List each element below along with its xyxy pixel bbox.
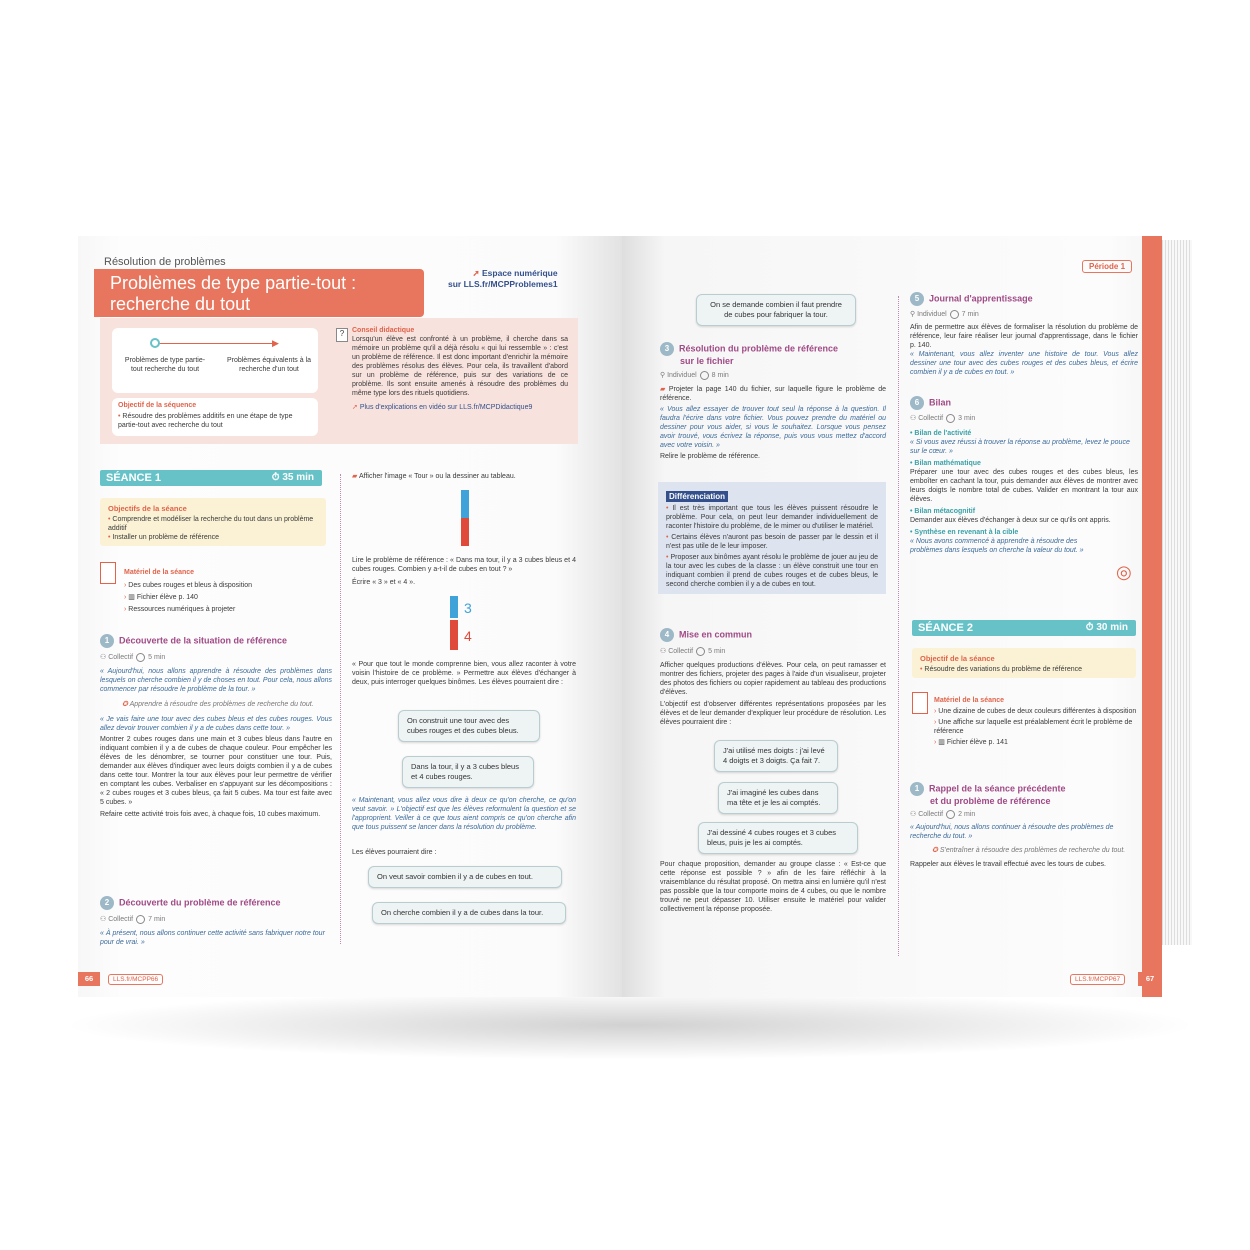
clipboard-icon bbox=[100, 562, 116, 584]
bilan-quote: « Si vous avez réussi à trouver la réponse au problème, levez le pouce sur le cœur. » bbox=[910, 439, 1130, 455]
objectif-sequence-box bbox=[112, 398, 318, 436]
page-number: 66 bbox=[78, 972, 100, 986]
step-3-text: ▰ Projeter la page 140 du fichier, sur laquelle figure le problème de référence. bbox=[660, 386, 887, 402]
title-banner bbox=[94, 269, 424, 317]
left-page bbox=[78, 236, 622, 997]
page-number: 67 bbox=[1138, 972, 1162, 986]
conseil-title: Conseil didactique bbox=[352, 327, 415, 334]
timer-icon bbox=[946, 810, 955, 819]
step-number: 1 bbox=[910, 782, 924, 796]
medal-icon: ✪ bbox=[932, 847, 940, 854]
step-4-text3: Pour chaque proposition, demander au groupe classe : « Est-ce que cette réponse est possible ? » afin de les faire réfléchir à la vraisemblance du résultat proposé. On mettra ainsi en lumière qu'il n'est pas possible que la tour comporte moins de 4 cubes, ou que le nombre trouvé ne peut dépasser 10. Utiliser ensuite le matériel pour valider collectivement la réponse proposée. bbox=[660, 861, 886, 913]
book-icon: ▥ bbox=[938, 739, 947, 746]
group-icon: ⚇ bbox=[660, 648, 667, 655]
number-4-label: 4 bbox=[464, 628, 472, 644]
diff-item: • Certains élèves n'auront pas besoin de passer par le dessin et il n'est pas utile de le leur imposer. bbox=[666, 533, 878, 551]
rappel-quote: « Aujourd'hui, nous allons continuer à résoudre des problèmes de recherche du tout. » bbox=[910, 824, 1114, 840]
question-icon: ? bbox=[336, 328, 348, 342]
differenciation-tag: Différenciation bbox=[666, 491, 728, 502]
step-1-quote: « Aujourd'hui, nous allons apprendre à résoudre des problèmes dans lesquels on cherche combien il y de choses en tout. Pour cela, nous allons commencer par résoudre le problème de la tour. » bbox=[100, 668, 332, 693]
materiel-seance-2 bbox=[934, 696, 1138, 747]
steps-line bbox=[156, 343, 278, 344]
student-bubble: On se demande combien il faut prendre de cubes pour fabriquer la tour. bbox=[696, 294, 856, 326]
group-icon: ⚇ bbox=[100, 654, 107, 661]
student-bubble: J'ai imaginé les cubes dans ma tête et je les ai comptés. bbox=[718, 782, 838, 814]
step-2-block: 2 Découverte du problème de référence ⚇ Collectif 7 min « À présent, nous allons continuer cette activité sans fabriquer notre tour pour de vrai. » bbox=[100, 896, 332, 947]
step-3-subtitle: sur le fichier bbox=[680, 356, 734, 366]
bilan-text: Demander aux élèves d'échanger à deux sur ce qu'ils ont appris. bbox=[910, 517, 1111, 524]
conseil-text: Lorsqu'un élève est confronté à un problème, il cherche dans sa mémoire un problème qu'il a déjà résolu « qui lui ressemble » : c'est un problème de référence. Il est donc important d'enrichir la mémoire des problèmes résolus des élèves. Pour cela, ils travaillent d'abord sur un problème de référence, puis sur des variations de ce problème. Ils sont ensuite amenés à résoudre des problèmes du même type lors des rituels quotidiens. bbox=[352, 336, 568, 397]
arrow-icon: ▶ bbox=[272, 338, 279, 348]
step-2-title: Découverte du problème de référence bbox=[119, 897, 281, 908]
step-4-text2: L'objectif est d'observer différentes représentations proposées par les élèves et de leur demander d'expliquer leur procédure de résolution. Les élèves pourraient dire : bbox=[660, 701, 886, 726]
step-number: 4 bbox=[660, 628, 674, 642]
periode-badge: Période 1 bbox=[1082, 260, 1132, 273]
rappel-title-line2: et du problème de référence bbox=[930, 796, 1051, 806]
column-divider bbox=[898, 296, 899, 956]
step-5-title: Journal d'apprentissage bbox=[929, 293, 1033, 304]
medal-icon: ✪ bbox=[122, 701, 130, 708]
materiel-title: Matériel de la séance bbox=[124, 569, 195, 576]
espace-numerique-link[interactable]: ➚ Espace numérique sur LLS.fr/MCPProblemes1 bbox=[448, 268, 558, 289]
materiel-seance bbox=[124, 568, 324, 614]
objectif-item: • Installer un problème de référence bbox=[108, 533, 318, 542]
step-1-text2: Refaire cette activité trois fois avec, à chaque fois, 10 cubes maximum. bbox=[100, 811, 321, 818]
column-divider bbox=[340, 474, 341, 944]
tower-blue-cubes bbox=[461, 490, 469, 518]
bilan-heading: • Bilan métacognitif bbox=[910, 508, 976, 515]
step-3-text2: Relire le problème de référence. bbox=[660, 453, 760, 460]
student-bubble: On veut savoir combien il y a de cubes en tout. bbox=[368, 866, 562, 888]
read-problem: Lire le problème de référence : « Dans ma tour, il y a 3 cubes bleus et 4 cubes rouges. Combien y a-t-il de cubes en tout ? » bbox=[352, 557, 576, 573]
step-3-quote: « Vous allez essayer de trouver tout seul la réponse à la question. Il faudra l'écrire dans votre fichier. Vous pouvez prendre du matériel ou dessiner pour vous aider, si vous le souhaitez. Lorsque vous pensez avoir trouvé, vous écrivez la réponse, puis vous vous mettez d'accord avec votre voisin. » bbox=[660, 406, 886, 449]
group-icon: ⚇ bbox=[910, 415, 917, 422]
timer-icon bbox=[696, 647, 705, 656]
step-1-quote2: « Je vais faire une tour avec des cubes bleus et des cubes rouges. Vous allez devoir trouver combien il y a de cubes dans cette tour. » bbox=[100, 716, 332, 732]
materiel-item: › Ressources numériques à projeter bbox=[124, 605, 324, 614]
step-2-quote: « À présent, nous allons continuer cette activité sans fabriquer notre tour pour de vrai. » bbox=[100, 930, 325, 946]
step-5-text: Afin de permettre aux élèves de formaliser la résolution du problème de référence, leur faire réaliser leur journal d'apprentissage, dans le fichier p. 140. bbox=[910, 324, 1138, 349]
tower-red-cubes bbox=[450, 620, 458, 650]
materiel-title: Matériel de la séance bbox=[934, 697, 1005, 704]
step-2-label: Problèmes équivalents à la recherche d'un tout bbox=[226, 357, 312, 373]
materiel-item: › Une affiche sur laquelle est préalablement écrit le problème de référence bbox=[934, 718, 1138, 736]
step-4-block: 4 Mise en commun ⚇ Collectif 5 min Afficher quelques productions d'élèves. Pour cela, on peut ramasser et montrer des fichiers, projeter des pages à l'aide d'un visualiseur, projeter des photos des fichiers ou copier rapidement au tableau des productions d'élèves. L'objectif est d'observer différentes représentations proposées par les élèves et de leur demander d'expliquer leur procédure de résolution. Les élèves pourraient dire : bbox=[660, 629, 886, 726]
timer-icon bbox=[136, 653, 145, 662]
objectifs-seance-title: Objectifs de la séance bbox=[108, 504, 187, 513]
group-icon: ⚇ bbox=[910, 811, 917, 818]
projector-icon: ▰ bbox=[660, 386, 669, 393]
objectif-seance-2-title: Objectif de la séance bbox=[920, 654, 995, 663]
arrow-icon: ➚ bbox=[352, 404, 358, 411]
write-numbers: Écrire « 3 » et « 4 ». bbox=[352, 579, 416, 586]
step-number: 1 bbox=[100, 634, 114, 648]
materiel-item: › Une dizaine de cubes de deux couleurs différentes à disposition bbox=[934, 707, 1138, 716]
conseil-didactique bbox=[352, 326, 568, 412]
differenciation-box bbox=[658, 482, 886, 594]
step-1-text: Montrer 2 cubes rouges dans une main et 3 cubes bleus dans l'autre en indiquant combien il y a de cubes de chaque couleur. Pour empêcher les élèves de les dénombrer, se tourner pour constituer une tour. Puis, demander aux élèves d'indiquer avec leurs doigts combien il y a de cubes dans cette tour. Montrer la tour aux élèves pour leur permettre de vérifier en comptant les cubes. Verbaliser en s'appuyant sur les décompositions : « 2 cubes rouges et 3 cubes bleus, ça fait 5 cubes. Ma tour est faite avec 5 cubes. » bbox=[100, 736, 332, 806]
step-dot-current bbox=[150, 338, 160, 348]
materiel-item: › Des cubes rouges et bleus à disposition bbox=[124, 581, 324, 590]
student-bubble: J'ai utilisé mes doigts : j'ai levé 4 doigts et 3 doigts. Ça fait 7. bbox=[714, 740, 838, 772]
step-4-title: Mise en commun bbox=[679, 629, 753, 640]
footer-link[interactable]: LLS.fr/MCPP67 bbox=[1070, 974, 1125, 985]
timer-icon bbox=[136, 915, 145, 924]
page-edge-band bbox=[1142, 236, 1162, 997]
step-1-title: Découverte de la situation de référence bbox=[119, 635, 288, 646]
intro-panel bbox=[100, 318, 578, 444]
materiel-item: › ▥ Fichier élève p. 141 bbox=[934, 738, 1138, 747]
rappel-block: 1 Rappel de la séance précédente et du problème de référence ⚇ Collectif 2 min « Aujourd'hui, nous allons continuer à résoudre des problèmes de recherche du tout. » ✪ S'entraîner à résoudre des problèmes de recherche du tout. Rappeler aux élèves le travail effectué avec les tours de cubes. bbox=[910, 782, 1138, 869]
objectif-sequence-title: Objectif de la séquence bbox=[118, 402, 197, 409]
diff-item: • Proposer aux binômes ayant résolu le problème de jouer au jeu de la tour avec les cubes de la classe : un élève construit une tour en indiquant combien il prend de cubes rouges et de cubes bleus, le second cherche combien il y a de cubes en tout. bbox=[666, 553, 878, 589]
reformulate-quote: « Maintenant, vous allez vous dire à deux ce qu'on cherche, ce qu'on veut savoir. » L'objectif est que les élèves reformulent la question et se l'approprient. Veiller à ce que tous aient compris ce qu'on cherche afin que tous puissent se lancer dans la résolution du problème. bbox=[352, 797, 576, 831]
page-stack-edge bbox=[1162, 240, 1192, 945]
number-3-label: 3 bbox=[464, 600, 472, 616]
clipboard-icon bbox=[912, 692, 928, 714]
objectif-item: • Comprendre et modéliser la recherche du tout dans un problème additif bbox=[108, 515, 318, 533]
bilan-heading: • Synthèse en revenant à la cible bbox=[910, 529, 1019, 536]
arrow-icon: ➚ bbox=[472, 268, 480, 278]
target-icon: ◎ bbox=[1116, 562, 1132, 582]
right-page bbox=[622, 236, 1162, 997]
seance-1-header: SÉANCE 1 ⏱ 35 min bbox=[100, 470, 322, 486]
conseil-video-link[interactable]: ➚ Plus d'explications en vidéo sur LLS.fr/MCPDidactique9 bbox=[352, 404, 533, 411]
students-could-say: Les élèves pourraient dire : bbox=[352, 849, 437, 856]
rappel-text: Rappeler aux élèves le travail effectué avec les tours de cubes. bbox=[910, 861, 1106, 868]
tower-red-cubes bbox=[461, 518, 469, 546]
tower-blue-cubes bbox=[450, 596, 458, 618]
objectif-sequence-text: • Résoudre des problèmes additifs en une étape de type partie-tout avec recherche du tout bbox=[118, 412, 312, 430]
person-icon: ⚲ bbox=[910, 311, 916, 318]
step-5-quote: « Maintenant, vous allez inventer une histoire de tour. Vous allez dessiner une tour avec des cubes rouges et des cubes bleus, et écrire combien il y a de cubes en tout. » bbox=[910, 351, 1138, 376]
step-3-block: 3 Résolution du problème de référence sur le fichier ⚲ Individuel 8 min ▰ Projeter la page 140 du fichier, sur laquelle figure le problème de référence. « Vous allez essayer de trouver tout seul la réponse à la question. Il faudra l'écrire dans votre fichier. Vous pouvez prendre du matériel ou dessiner pour vous aider, si vous le souhaitez. Lorsque vous pensez avoir trouvé, vous écrivez la réponse, puis vous vous mettez d'accord avec votre voisin. » Relire le problème de référence. bbox=[660, 343, 887, 460]
rappel-title-line1: Rappel de la séance précédente bbox=[929, 783, 1066, 794]
target-badge: ✪ Apprendre à résoudre des problèmes de recherche du tout. bbox=[122, 701, 314, 708]
timer-icon bbox=[700, 371, 709, 380]
book-icon: ▥ bbox=[128, 594, 137, 601]
step-number: 6 bbox=[910, 396, 924, 410]
timer-icon bbox=[946, 414, 955, 423]
step-number: 3 bbox=[660, 342, 674, 356]
group-icon: ⚇ bbox=[100, 916, 107, 923]
target-badge: ✪ S'entraîner à résoudre des problèmes de recherche du tout. bbox=[932, 847, 1126, 854]
person-icon: ⚲ bbox=[660, 372, 666, 379]
timer-icon bbox=[950, 310, 959, 319]
step-number: 5 bbox=[910, 292, 924, 306]
student-bubble: J'ai dessiné 4 cubes rouges et 3 cubes bleus, puis je les ai comptés. bbox=[698, 822, 858, 854]
step-6-title: Bilan bbox=[929, 397, 952, 408]
student-bubble: On construit une tour avec des cubes rouges et des cubes bleus. bbox=[398, 710, 540, 742]
bilan-text: Préparer une tour avec des cubes rouges et des cubes bleus, les emboîter en cachant la tour, puis demander aux élèves de montrer avec leurs doigts le nombre total de cubes. Valider en montrant la tour aux élèves. bbox=[910, 469, 1138, 503]
timer-icon: ⏱ bbox=[1085, 622, 1094, 633]
step-3-title: Résolution du problème de référence bbox=[679, 343, 839, 354]
seance-2-header: SÉANCE 2 ⏱ 30 min bbox=[912, 620, 1136, 636]
step-6-block: 6 Bilan ⚇ Collectif 3 min • Bilan de l'activité « Si vous avez réussi à trouver la réponse au problème, levez le pouce sur le cœur. » • Bilan mathématique Préparer une tour avec des cubes rouges et des cubes bleus, les emboîter en cachant la tour, puis demander aux élèves de montrer avec leurs doigts le nombre total de cubes. Valider en montrant la tour aux élèves. • Bilan métacognitif Demander aux élèves d'échanger à deux sur ce qu'ils ont appris. • Synthèse en revenant à la cible « Nous avons commencé à apprendre à résoudre des problèmes dans lesquels on cherche la valeur du tout. » bbox=[910, 397, 1138, 554]
bilan-quote: « Nous avons commencé à apprendre à résoudre des problèmes dans lesquels on cherche la valeur du tout. » bbox=[910, 538, 1084, 554]
student-bubble: On cherche combien il y a de cubes dans la tour. bbox=[372, 902, 566, 924]
page-title-line1: Problèmes de type partie-tout : bbox=[110, 273, 357, 293]
projector-icon: ▰ bbox=[352, 473, 359, 480]
step-1-label: Problèmes de type partie-tout recherche du tout bbox=[124, 357, 206, 373]
step-1-block: 1 Découverte de la situation de référence ⚇ Collectif 5 min « Aujourd'hui, nous allons apprendre à résoudre des problèmes dans lesquels on cherche combien il y de choses en tout. Pour cela, nous allons commencer par résoudre le problème de la tour. » ✪ Apprendre à résoudre des problèmes de recherche du tout. « Je vais faire une tour avec des cubes bleus et des cubes rouges. Vous allez devoir trouver combien il y a de cubes dans cette tour. » Montrer 2 cubes rouges dans une main et 3 cubes bleus dans l'autre en indiquant combien il y a de cubes de chaque couleur. Pour empêcher les élèves de les dénombrer, se tourner pour constituer une tour. Puis, demander aux élèves d'indiquer avec leurs doigts combien il y a de cubes dans cette tour. Montrer la tour aux élèves pour leur permettre de vérifier en comptant les cubes. Verbaliser en s'appuyant sur les décompositions : « 2 cubes rouges et 3 cubes bleus, ça fait 5 cubes. Ma tour est faite avec 5 cubes. » Refaire cette activité trois fois avec, à chaque fois, 10 cubes maximum. bbox=[100, 635, 332, 818]
objectif-seance-2-box bbox=[912, 648, 1136, 678]
bilan-heading: • Bilan mathématique bbox=[910, 460, 981, 467]
display-instruction: ▰ Afficher l'image « Tour » ou la dessiner au tableau. bbox=[352, 473, 516, 480]
footer-link[interactable]: LLS.fr/MCPP66 bbox=[108, 974, 163, 985]
step-number: 2 bbox=[100, 896, 114, 910]
page-title-line2: recherche du tout bbox=[110, 294, 251, 314]
sequence-steps bbox=[112, 328, 318, 393]
timer-icon: ⏱ bbox=[271, 472, 280, 483]
student-bubble: Dans la tour, il y a 3 cubes bleus et 4 cubes rouges. bbox=[402, 756, 534, 788]
diff-item: • Il est très important que tous les élèves puissent résoudre le problème. Pour cela, on peut leur demander individuellement de raconter l'histoire du problème, de le mimer ou d'utiliser le matériel. bbox=[666, 504, 878, 531]
bilan-heading: • Bilan de l'activité bbox=[910, 430, 972, 437]
section-label: Résolution de problèmes bbox=[104, 256, 226, 268]
objectifs-seance-box bbox=[100, 498, 326, 546]
step-4-text: Afficher quelques productions d'élèves. Pour cela, on peut ramasser et montrer des fichiers, projeter des pages à l'aide d'un visualiseur, projeter des photos des fichiers ou copier rapidement au tableau des productions d'élèves. bbox=[660, 662, 886, 696]
step-5-block: 5 Journal d'apprentissage ⚲ Individuel 7 min Afin de permettre aux élèves de formaliser la résolution du problème de référence, leur faire réaliser leur journal d'apprentissage, dans le fichier p. 140. « Maintenant, vous allez inventer une histoire de tour. Vous allez dessiner une tour avec des cubes rouges et des cubes bleus, et écrire combien il y a de cubes en tout. » bbox=[910, 293, 1138, 376]
tell-story: « Pour que tout le monde comprenne bien, vous allez raconter à votre voisin l'histoire de ce problème. » Permettre aux élèves d'échanger à deux, puis interroger quelques binômes. Les élèves pourraient dire : bbox=[352, 661, 576, 686]
book-shadow bbox=[60, 990, 1200, 1060]
objectif-item: • Résoudre des variations du problème de référence bbox=[920, 665, 1128, 674]
materiel-item: › ▥ Fichier élève p. 140 bbox=[124, 593, 324, 602]
